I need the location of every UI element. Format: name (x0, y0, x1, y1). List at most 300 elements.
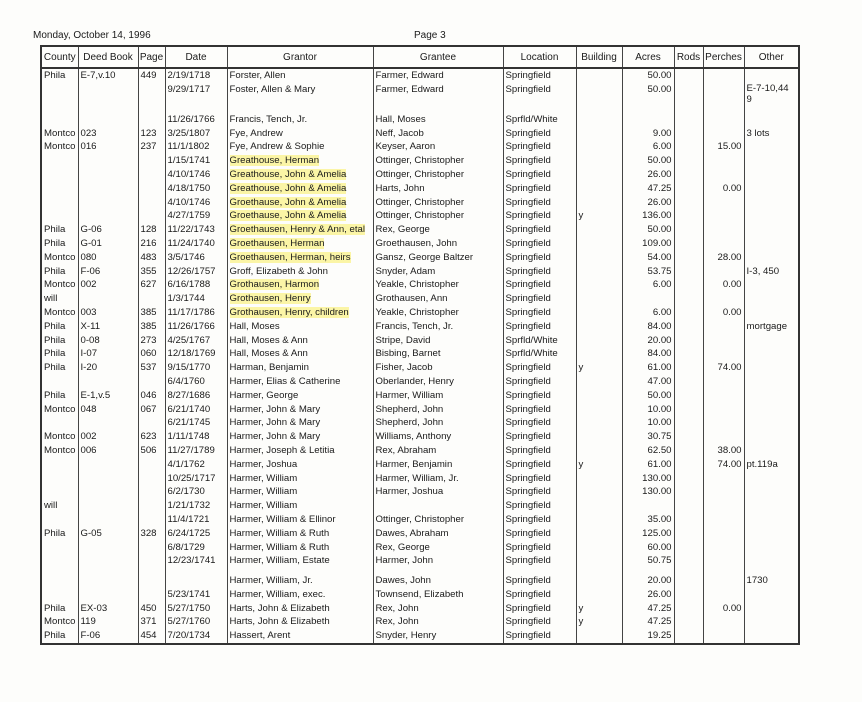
cell-location: Springfield (503, 602, 576, 616)
cell-location: Springfield (503, 416, 576, 430)
cell-page: 627 (138, 278, 165, 292)
cell-date: 6/16/1788 (165, 278, 227, 292)
cell-perches (703, 472, 744, 486)
cell-other (744, 389, 799, 403)
cell-building (576, 68, 622, 83)
table-row (41, 375, 799, 389)
cell-building: y (576, 602, 622, 616)
cell-building (576, 375, 622, 389)
cell-county: Montco (41, 278, 78, 292)
cell-grantor: Hassert, Arent (227, 629, 373, 644)
cell-other (744, 588, 799, 602)
cell-county: Montco (41, 306, 78, 320)
cell-page: 483 (138, 251, 165, 265)
cell-building: y (576, 458, 622, 472)
cell-book (78, 513, 138, 527)
cell-date: 6/21/1740 (165, 403, 227, 417)
cell-other (744, 527, 799, 541)
cell-page: 237 (138, 140, 165, 154)
cell-rods (674, 83, 703, 107)
cell-grantee: Oberlander, Henry (373, 375, 503, 389)
cell-perches (703, 541, 744, 555)
cell-location: Springfield (503, 209, 576, 223)
highlighted-grantor: Groethause, John & Amelia (229, 210, 347, 222)
table-row (41, 278, 799, 292)
table-row (41, 574, 799, 588)
cell-page (138, 113, 165, 127)
cell-perches (703, 223, 744, 237)
cell-rods (674, 154, 703, 168)
table-row (41, 629, 799, 644)
cell-grantor: Harman, Benjamin (227, 361, 373, 375)
cell-grantee: Snyder, Henry (373, 629, 503, 644)
cell-other (744, 251, 799, 265)
cell-page (138, 182, 165, 196)
highlighted-grantor: Greathouse, Herman (229, 155, 320, 167)
table-row (41, 154, 799, 168)
cell-acres: 50.00 (622, 83, 674, 107)
cell-perches: 38.00 (703, 444, 744, 458)
cell-other: I-3, 450 (744, 265, 799, 279)
cell-book: I-20 (78, 361, 138, 375)
cell-rods (674, 68, 703, 83)
cell-building (576, 83, 622, 107)
highlighted-grantor: Grothausen, Henry (229, 293, 311, 305)
cell-page (138, 472, 165, 486)
cell-other (744, 209, 799, 223)
cell-book: 002 (78, 278, 138, 292)
cell-page: 537 (138, 361, 165, 375)
cell-county (41, 113, 78, 127)
cell-perches (703, 209, 744, 223)
cell-page: 216 (138, 237, 165, 251)
cell-page (138, 196, 165, 210)
cell-book: 023 (78, 127, 138, 141)
cell-rods (674, 223, 703, 237)
cell-other (744, 182, 799, 196)
cell-rods (674, 113, 703, 127)
cell-location: Springfield (503, 554, 576, 568)
cell-county (41, 541, 78, 555)
cell-grantee: Yeakle, Christopher (373, 306, 503, 320)
cell-grantor (227, 306, 373, 320)
cell-page: 060 (138, 347, 165, 361)
table-row (41, 168, 799, 182)
cell-grantor: Harmer, Joshua (227, 458, 373, 472)
cell-grantee: Neff, Jacob (373, 127, 503, 141)
cell-grantor: Hall, Moses & Ann (227, 334, 373, 348)
cell-grantor: Harmer, John & Mary (227, 430, 373, 444)
cell-county: Montco (41, 444, 78, 458)
cell-page (138, 83, 165, 107)
cell-rods (674, 361, 703, 375)
cell-perches (703, 485, 744, 499)
cell-rods (674, 430, 703, 444)
cell-perches (703, 430, 744, 444)
cell-page: 128 (138, 223, 165, 237)
cell-acres: 125.00 (622, 527, 674, 541)
cell-page: 067 (138, 403, 165, 417)
cell-book (78, 416, 138, 430)
cell-date: 4/27/1759 (165, 209, 227, 223)
cell-county: Phila (41, 347, 78, 361)
cell-rods (674, 292, 703, 306)
cell-rods (674, 375, 703, 389)
cell-grantee: Ottinger, Christopher (373, 154, 503, 168)
cell-rods (674, 444, 703, 458)
cell-date: 11/22/1743 (165, 223, 227, 237)
cell-page (138, 499, 165, 513)
cell-perches (703, 554, 744, 568)
cell-date: 11/17/1786 (165, 306, 227, 320)
cell-other (744, 472, 799, 486)
cell-other (744, 278, 799, 292)
cell-grantee: Fisher, Jacob (373, 361, 503, 375)
cell-date: 3/25/1807 (165, 127, 227, 141)
cell-building (576, 223, 622, 237)
cell-grantor: Harmer, Joseph & Letitia (227, 444, 373, 458)
cell-grantor: Groff, Elizabeth & John (227, 265, 373, 279)
cell-page (138, 168, 165, 182)
cell-acres: 30.75 (622, 430, 674, 444)
table-row (41, 588, 799, 602)
cell-page (138, 375, 165, 389)
cell-perches (703, 154, 744, 168)
cell-date: 7/20/1734 (165, 629, 227, 644)
cell-grantor (227, 251, 373, 265)
cell-county (41, 554, 78, 568)
cell-date: 5/23/1741 (165, 588, 227, 602)
cell-building (576, 499, 622, 513)
cell-county (41, 182, 78, 196)
cell-grantee: Shepherd, John (373, 416, 503, 430)
cell-location: Springfield (503, 430, 576, 444)
table-row (41, 68, 799, 83)
cell-grantor: Harmer, John & Mary (227, 416, 373, 430)
cell-acres: 50.00 (622, 154, 674, 168)
table-row (41, 541, 799, 555)
table-row (41, 499, 799, 513)
table-row (41, 251, 799, 265)
table-row (41, 485, 799, 499)
cell-book (78, 113, 138, 127)
cell-date: 4/10/1746 (165, 196, 227, 210)
table-row (41, 513, 799, 527)
cell-perches (703, 113, 744, 127)
cell-county: Phila (41, 68, 78, 83)
cell-rods (674, 251, 703, 265)
table-row (41, 361, 799, 375)
cell-book (78, 292, 138, 306)
cell-acres: 6.00 (622, 278, 674, 292)
cell-grantee: Dawes, Abraham (373, 527, 503, 541)
cell-date: 1/3/1744 (165, 292, 227, 306)
cell-acres: 50.00 (622, 223, 674, 237)
cell-building (576, 154, 622, 168)
cell-page: 046 (138, 389, 165, 403)
table-row (41, 444, 799, 458)
cell-page (138, 292, 165, 306)
cell-perches (703, 403, 744, 417)
cell-book (78, 168, 138, 182)
cell-other (744, 602, 799, 616)
cell-page (138, 554, 165, 568)
table-row (41, 182, 799, 196)
cell-county: Montco (41, 251, 78, 265)
cell-county: Montco (41, 615, 78, 629)
cell-book: E-7,v.10 (78, 68, 138, 83)
cell-acres (622, 113, 674, 127)
cell-book (78, 541, 138, 555)
report-date: Monday, October 14, 1996 (33, 30, 151, 41)
cell-rods (674, 458, 703, 472)
cell-perches (703, 588, 744, 602)
table-row (41, 127, 799, 141)
column-header-page: Page (138, 46, 165, 68)
cell-building (576, 265, 622, 279)
cell-grantee: Rex, John (373, 602, 503, 616)
column-header-building: Building (576, 46, 622, 68)
cell-date: 4/1/1762 (165, 458, 227, 472)
cell-county: Montco (41, 430, 78, 444)
cell-book: I-07 (78, 347, 138, 361)
cell-county (41, 168, 78, 182)
highlighted-grantor: Greathouse, John & Amelia (229, 168, 347, 180)
cell-other (744, 196, 799, 210)
cell-grantee: Harmer, William, Jr. (373, 472, 503, 486)
cell-building (576, 292, 622, 306)
cell-location: Springfield (503, 154, 576, 168)
cell-date: 3/5/1746 (165, 251, 227, 265)
cell-book (78, 554, 138, 568)
cell-book: 002 (78, 430, 138, 444)
cell-rods (674, 588, 703, 602)
cell-book: 0-08 (78, 334, 138, 348)
cell-page (138, 588, 165, 602)
cell-date: 12/23/1741 (165, 554, 227, 568)
cell-perches: 0.00 (703, 602, 744, 616)
cell-date: 5/27/1750 (165, 602, 227, 616)
cell-rods (674, 306, 703, 320)
cell-acres: 19.25 (622, 629, 674, 644)
cell-location: Springfield (503, 68, 576, 83)
cell-grantor: Harmer, William & Ellinor (227, 513, 373, 527)
cell-county (41, 196, 78, 210)
cell-location: Springfield (503, 83, 576, 107)
cell-location: Springfield (503, 196, 576, 210)
cell-perches: 0.00 (703, 306, 744, 320)
cell-grantor (227, 196, 373, 210)
cell-building (576, 347, 622, 361)
cell-book (78, 574, 138, 588)
cell-building (576, 168, 622, 182)
column-header-perches: Perches (703, 46, 744, 68)
cell-book: 003 (78, 306, 138, 320)
cell-perches (703, 375, 744, 389)
cell-location: Springfield (503, 168, 576, 182)
cell-date: 11/24/1740 (165, 237, 227, 251)
cell-grantor: Harmer, William & Ruth (227, 541, 373, 555)
cell-building (576, 113, 622, 127)
cell-date: 6/24/1725 (165, 527, 227, 541)
cell-date: 4/10/1746 (165, 168, 227, 182)
cell-book (78, 83, 138, 107)
cell-grantee: Harmer, Benjamin (373, 458, 503, 472)
cell-location: Springfield (503, 472, 576, 486)
cell-other (744, 237, 799, 251)
cell-building (576, 554, 622, 568)
cell-book: G-01 (78, 237, 138, 251)
cell-rods (674, 265, 703, 279)
cell-acres: 53.75 (622, 265, 674, 279)
cell-location: Springfield (503, 588, 576, 602)
column-header-location: Location (503, 46, 576, 68)
cell-rods (674, 499, 703, 513)
cell-rods (674, 140, 703, 154)
cell-book: X-11 (78, 320, 138, 334)
cell-date: 4/18/1750 (165, 182, 227, 196)
cell-other (744, 554, 799, 568)
cell-building (576, 485, 622, 499)
cell-grantee: Shepherd, John (373, 403, 503, 417)
cell-rods (674, 209, 703, 223)
cell-location: Springfield (503, 223, 576, 237)
cell-location: Springfield (503, 320, 576, 334)
cell-location: Springfield (503, 278, 576, 292)
cell-date (165, 574, 227, 588)
cell-building (576, 574, 622, 588)
cell-location: Sprfld/White (503, 113, 576, 127)
cell-book: 080 (78, 251, 138, 265)
cell-grantee: Ottinger, Christopher (373, 196, 503, 210)
table-row (41, 196, 799, 210)
cell-grantor (227, 278, 373, 292)
cell-grantor: Harmer, William (227, 485, 373, 499)
cell-acres: 54.00 (622, 251, 674, 265)
cell-acres (622, 499, 674, 513)
cell-building (576, 403, 622, 417)
cell-building: y (576, 615, 622, 629)
cell-grantor: Harmer, John & Mary (227, 403, 373, 417)
cell-building (576, 513, 622, 527)
cell-date: 6/4/1760 (165, 375, 227, 389)
cell-grantor (227, 182, 373, 196)
cell-other (744, 347, 799, 361)
cell-acres: 61.00 (622, 458, 674, 472)
cell-grantor: Harmer, William (227, 499, 373, 513)
cell-acres: 10.00 (622, 403, 674, 417)
cell-rods (674, 485, 703, 499)
cell-book: E-1,v.5 (78, 389, 138, 403)
cell-county (41, 416, 78, 430)
cell-grantee: Townsend, Elizabeth (373, 588, 503, 602)
cell-page (138, 416, 165, 430)
cell-perches: 74.00 (703, 361, 744, 375)
cell-acres: 50.75 (622, 554, 674, 568)
cell-county: Phila (41, 265, 78, 279)
table-row (41, 615, 799, 629)
cell-other (744, 334, 799, 348)
cell-acres: 26.00 (622, 588, 674, 602)
cell-grantor: Harts, John & Elizabeth (227, 602, 373, 616)
cell-other (744, 292, 799, 306)
cell-location: Springfield (503, 527, 576, 541)
cell-book: F-06 (78, 629, 138, 644)
cell-grantee: Stripe, David (373, 334, 503, 348)
cell-page: 385 (138, 306, 165, 320)
cell-location: Springfield (503, 251, 576, 265)
cell-county (41, 574, 78, 588)
table-row (41, 113, 799, 127)
cell-building (576, 278, 622, 292)
cell-other (744, 485, 799, 499)
cell-county (41, 513, 78, 527)
cell-other (744, 541, 799, 555)
cell-perches (703, 629, 744, 644)
highlighted-grantor: Grothausen, Harmon (229, 279, 320, 291)
header-row (41, 46, 799, 68)
table-row (41, 320, 799, 334)
cell-grantee: Harmer, William (373, 389, 503, 403)
cell-book: EX-03 (78, 602, 138, 616)
cell-date: 8/27/1686 (165, 389, 227, 403)
cell-grantor: Fye, Andrew & Sophie (227, 140, 373, 154)
cell-book (78, 485, 138, 499)
cell-county: Phila (41, 361, 78, 375)
cell-grantee: Williams, Anthony (373, 430, 503, 444)
column-header-date: Date (165, 46, 227, 68)
cell-grantee: Rex, George (373, 223, 503, 237)
cell-perches (703, 265, 744, 279)
cell-date: 2/19/1718 (165, 68, 227, 83)
cell-grantor (227, 223, 373, 237)
cell-acres: 47.25 (622, 615, 674, 629)
cell-page (138, 485, 165, 499)
cell-page: 449 (138, 68, 165, 83)
cell-location: Springfield (503, 513, 576, 527)
cell-county (41, 472, 78, 486)
cell-location: Springfield (503, 127, 576, 141)
cell-book: 048 (78, 403, 138, 417)
cell-page: 450 (138, 602, 165, 616)
cell-page (138, 541, 165, 555)
cell-date: 11/26/1766 (165, 113, 227, 127)
cell-grantor: Fye, Andrew (227, 127, 373, 141)
highlighted-grantor: Grothausen, Henry, children (229, 306, 349, 318)
cell-date: 5/27/1760 (165, 615, 227, 629)
cell-county: Montco (41, 403, 78, 417)
cell-perches (703, 320, 744, 334)
cell-rods (674, 196, 703, 210)
cell-rods (674, 416, 703, 430)
cell-acres: 50.00 (622, 68, 674, 83)
cell-date: 11/1/1802 (165, 140, 227, 154)
cell-page (138, 513, 165, 527)
cell-perches: 74.00 (703, 458, 744, 472)
cell-grantee: Ottinger, Christopher (373, 168, 503, 182)
cell-date: 1/21/1732 (165, 499, 227, 513)
cell-location: Springfield (503, 499, 576, 513)
cell-other (744, 430, 799, 444)
cell-county: Phila (41, 223, 78, 237)
cell-date: 10/25/1717 (165, 472, 227, 486)
cell-other: 1730 (744, 574, 799, 588)
column-header-grantee: Grantee (373, 46, 503, 68)
cell-grantor: Harmer, William, Estate (227, 554, 373, 568)
cell-date: 6/2/1730 (165, 485, 227, 499)
cell-building (576, 127, 622, 141)
cell-page: 328 (138, 527, 165, 541)
